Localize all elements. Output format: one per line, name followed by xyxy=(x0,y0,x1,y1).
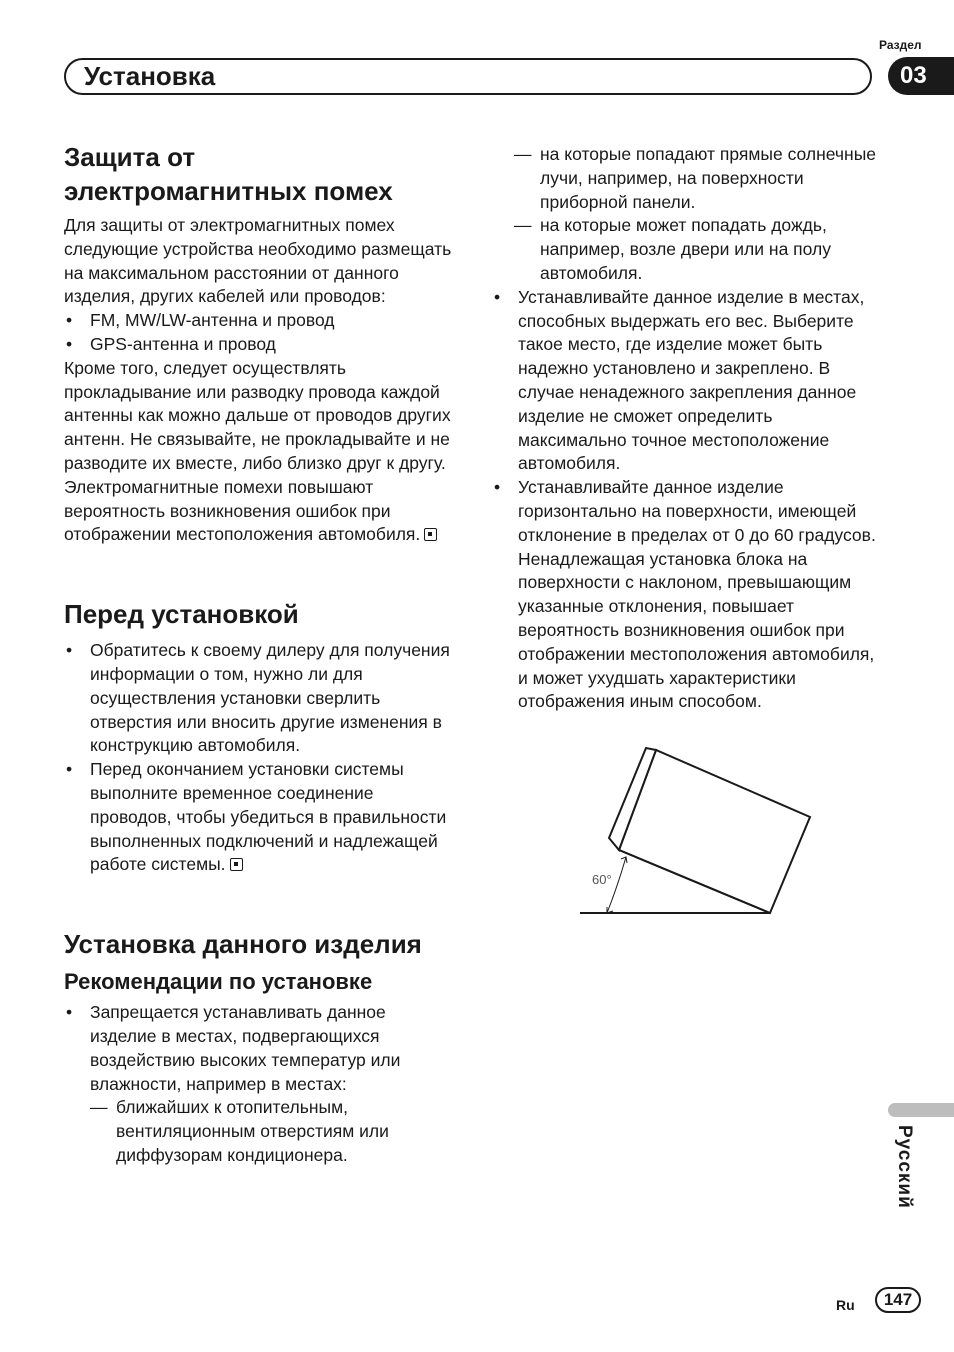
right-column xyxy=(492,143,882,714)
emi-body-text xyxy=(64,357,454,547)
page-title: Установка xyxy=(84,61,216,91)
end-of-section-icon xyxy=(230,858,243,871)
sub-list-item: — на которые попадают прямые солнечные лучи, например, на поверхности приборной панели. xyxy=(514,143,882,214)
recommendations-list xyxy=(64,1001,454,1096)
sub-list-item: — ближайших к отопительным, вентиляционным отверстиям или диффузорам кондиционера. xyxy=(90,1096,454,1167)
list-item: • GPS-антенна и провод xyxy=(64,333,454,357)
sub-list-item: — на которые может попадать дождь, например, возле двери или на полу автомобиля. xyxy=(514,214,882,285)
section-heading-installing: Установка данного изделия xyxy=(64,929,422,960)
language-label: Русский xyxy=(894,1125,915,1209)
emi-device-list xyxy=(64,309,454,357)
emi-intro-text: Для защиты от электромагнитных помех следующие устройства необходимо размещать на максимальном расстоянии от данного изделия, других кабелей или проводов: xyxy=(64,215,452,307)
section-label: Раздел xyxy=(879,38,922,52)
left-column xyxy=(64,140,454,1168)
list-item: • Обратитесь к своему дилеру для получения информации о том, нужно ли для осуществления установки сверлить отверстия или вносить другие изменения в конструкцию автомобиля. xyxy=(64,639,454,758)
recommendations-sublist xyxy=(64,1096,454,1167)
list-item: • FM, MW/LW-антенна и провод xyxy=(64,309,454,333)
emi-paragraph: Кроме того, следует осуществлять прокладывание или разводку провода каждой антенны как можно дальше от проводов других антенн. Не связывайте, не прокладывайте и не разводите их вместе, либо близко друг к другу. Электромагнитные помехи повышают вероятность возникновения ошибок при отображении местоположения автомобиля. xyxy=(64,357,451,545)
heading-line: Защита от xyxy=(64,142,196,172)
list-item-text: Перед окончанием установки системы выполните временное соединение проводов, чтобы убедиться в правильности выполненных подключений и надлежащей работе системы. xyxy=(90,759,447,875)
end-of-section-icon xyxy=(424,528,437,541)
section-heading-before-install: Перед установкой xyxy=(64,599,299,630)
location-sublist xyxy=(492,143,882,286)
language-code: Ru xyxy=(836,1297,855,1313)
installation-list xyxy=(492,286,882,714)
before-install-list xyxy=(64,639,454,877)
list-item xyxy=(64,758,454,877)
section-number-badge: 03 xyxy=(888,57,954,95)
section-heading-emi xyxy=(64,140,454,208)
tilt-angle-diagram xyxy=(570,745,820,925)
subsection-heading-recommendations: Рекомендации по установке xyxy=(64,969,373,995)
page-number: 147 xyxy=(875,1287,921,1313)
list-item: • Устанавливайте данное изделие в местах, способных выдержать его вес. Выберите такое место, где изделие может быть надежно установлено и закреплено. В случае ненадежного закрепления данное изделие не сможет определить максимально точное местоположение автомобиля. xyxy=(492,286,882,476)
list-item: • Устанавливайте данное изделие горизонтально на поверхности, имеющей отклонение в пределах от 0 до 60 градусов. Ненадлежащая установка блока на поверхности с наклоном, превышающим указанные отклонения, повышает вероятность возникновения ошибок при отображении местоположения автомобиля, и может ухудшать характеристики отображения иным способом. xyxy=(492,476,882,714)
language-tab xyxy=(888,1103,954,1117)
angle-label: 60° xyxy=(592,872,612,887)
list-item: • Запрещается устанавливать данное изделие в местах, подвергающихся воздействию высоких температур или влажности, например в местах: xyxy=(64,1001,454,1096)
heading-line: электромагнитных помех xyxy=(64,176,393,206)
